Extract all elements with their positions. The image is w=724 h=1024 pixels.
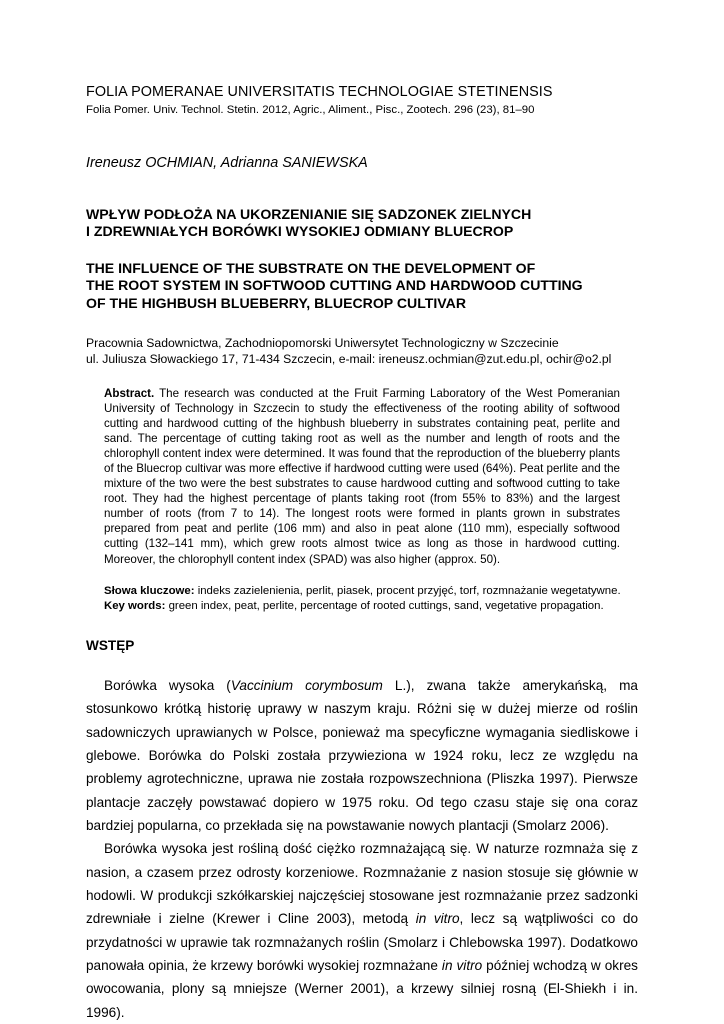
abstract — [104, 386, 620, 567]
keywords-english-label: Key words: — [104, 600, 166, 613]
title-english-line: OF THE HIGHBUSH BLUEBERRY, BLUECROP CULTIVAR — [86, 294, 467, 311]
affiliation-address: ul. Juliusza Słowackiego 17, 71-434 Szczecin, e-mail: ireneusz.ochmian@zut.edu.pl, ochir@o2.pl — [86, 351, 612, 366]
affiliation — [86, 336, 611, 367]
authors: Ireneusz OCHMIAN, Adrianna SANIEWSKA — [86, 155, 368, 171]
title-polish — [86, 206, 531, 241]
paragraph — [86, 837, 638, 1024]
paragraph-text: L.), zwana także amerykańską, ma stosunkowo krótką historię uprawy w naszym kraju. Różni się w dużej mierze od roślin sadowniczych uprawianych w Polsce, ponieważ ma specyficzne wymagania siedliskowe i glebowe. Borówka do Polski została przywieziona w 1924 roku, lecz ze względu na problemy agrotechniczne, uprawa nie została rozpowszechniona (Pliszka 1997). Pierwsze plantacje zaczęły powstawać dopiero w 1975 roku. Od tego czasu staje się ona coraz bardziej popularna, co przekłada się na powstawanie nowych plantacji (Smolarz 2006). — [86, 678, 638, 834]
paragraph-text: , lecz są wątpliwości co do przydatności w uprawie tak rozmnażanych roślin (Smolarz i Chlebowska 1997). Dodatkowo panowała opinia, że krzewy borówki wysokiej rozmnażane — [86, 911, 639, 974]
journal-name: FOLIA POMERANAE UNIVERSITATIS TECHNOLOGIAE STETINENSIS — [86, 84, 553, 100]
keywords-polish-text: indeks zazielenienia, perlit, piasek, procent przyjęć, torf, rozmnażanie wegetatywne. — [197, 585, 621, 597]
title-polish-line: I ZDREWNIAŁYCH BORÓWKI WYSOKIEJ ODMIANY BLUECROP — [86, 223, 514, 240]
title-english-line: THE INFLUENCE OF THE SUBSTRATE ON THE DEVELOPMENT OF — [86, 260, 536, 276]
keywords-english — [104, 599, 634, 614]
body-text — [86, 674, 638, 1024]
keywords-polish-label: Słowa kluczowe: — [104, 585, 195, 597]
italic-term: in vitro — [415, 911, 460, 927]
paragraph-text: Borówka wysoka ( — [104, 678, 231, 693]
abstract-text: The research was conducted at the Fruit Farming Laboratory of the West Pomeranian University of Technology in Szczecin to study the effectiveness of the rooting ability of softwood cutting and hardwood cutting of the highbush blueberry in substrates containing peat, perlite and sand. The percentage of cutting taking root as well as the number and length of roots and the chlorophyll content index were determined. It was found that the reproduction of the blueberry plants of the Bluecrop cultivar was more effective if hardwood cutting were used (64%). Peat perlite and the mixture of the two were the best substrates to cause hardwood cutting and softwood cutting to take root. They had the highest percentage of plants taking root (from 55% to 83%) and the largest number of roots (from 7 to 14). The longest roots were formed in plants grown in substrates prepared from peat and perlite (106 mm) and also in peat alone (110 mm), especially softwood cutting (132–141 mm), which grew roots almost twice as long as those in hardwood cutting. Moreover, the chlorophyll content index (SPAD) was also higher (approx. 50). — [104, 387, 621, 566]
title-english-line: THE ROOT SYSTEM IN SOFTWOOD CUTTING AND HARDWOOD CUTTING — [86, 277, 583, 294]
keywords-english-text: green index, peat, perlite, percentage of rooted cuttings, sand, vegetative propagation. — [168, 600, 604, 613]
species-name: Vaccinium corymbosum — [230, 678, 383, 693]
title-english — [86, 260, 583, 312]
keywords-polish — [104, 584, 634, 599]
title-polish-line: WPŁYW PODŁOŻA NA UKORZENIANIE SIĘ SADZONEK ZIELNYCH — [86, 206, 532, 222]
italic-term: in vitro — [441, 958, 483, 974]
affiliation-institution: Pracownia Sadownictwa, Zachodniopomorski Uniwersytet Technologiczny w Szczecinie — [86, 336, 559, 350]
section-heading: WSTĘP — [86, 638, 135, 653]
paragraph-text: później wchodzą w okres owocowania, plony są mniejsze (Werner 2001), a krzewy silniej rosną (El-Shiekh i in. 1996). — [86, 958, 638, 1020]
abstract-label: Abstract. — [104, 387, 155, 400]
journal-citation: Folia Pomer. Univ. Technol. Stetin. 2012, Agric., Aliment., Pisc., Zootech. 296 (23), 81–90 — [86, 104, 535, 116]
paragraph — [86, 674, 638, 837]
paragraph-text: Borówka wysoka jest rośliną dość ciężko rozmnażającą się. W naturze rozmnaża się z nasion, a czasem przez odrosty korzeniowe. Rozmnażanie z nasion stosuje się głównie w hodowli. W produkcji szkółkarskiej najczęściej stosowane jest rozmnażanie przez sadzonki zdrewniałe i zielne (Krewer i Cline 2003), metodą — [86, 841, 638, 927]
keywords — [104, 584, 634, 614]
